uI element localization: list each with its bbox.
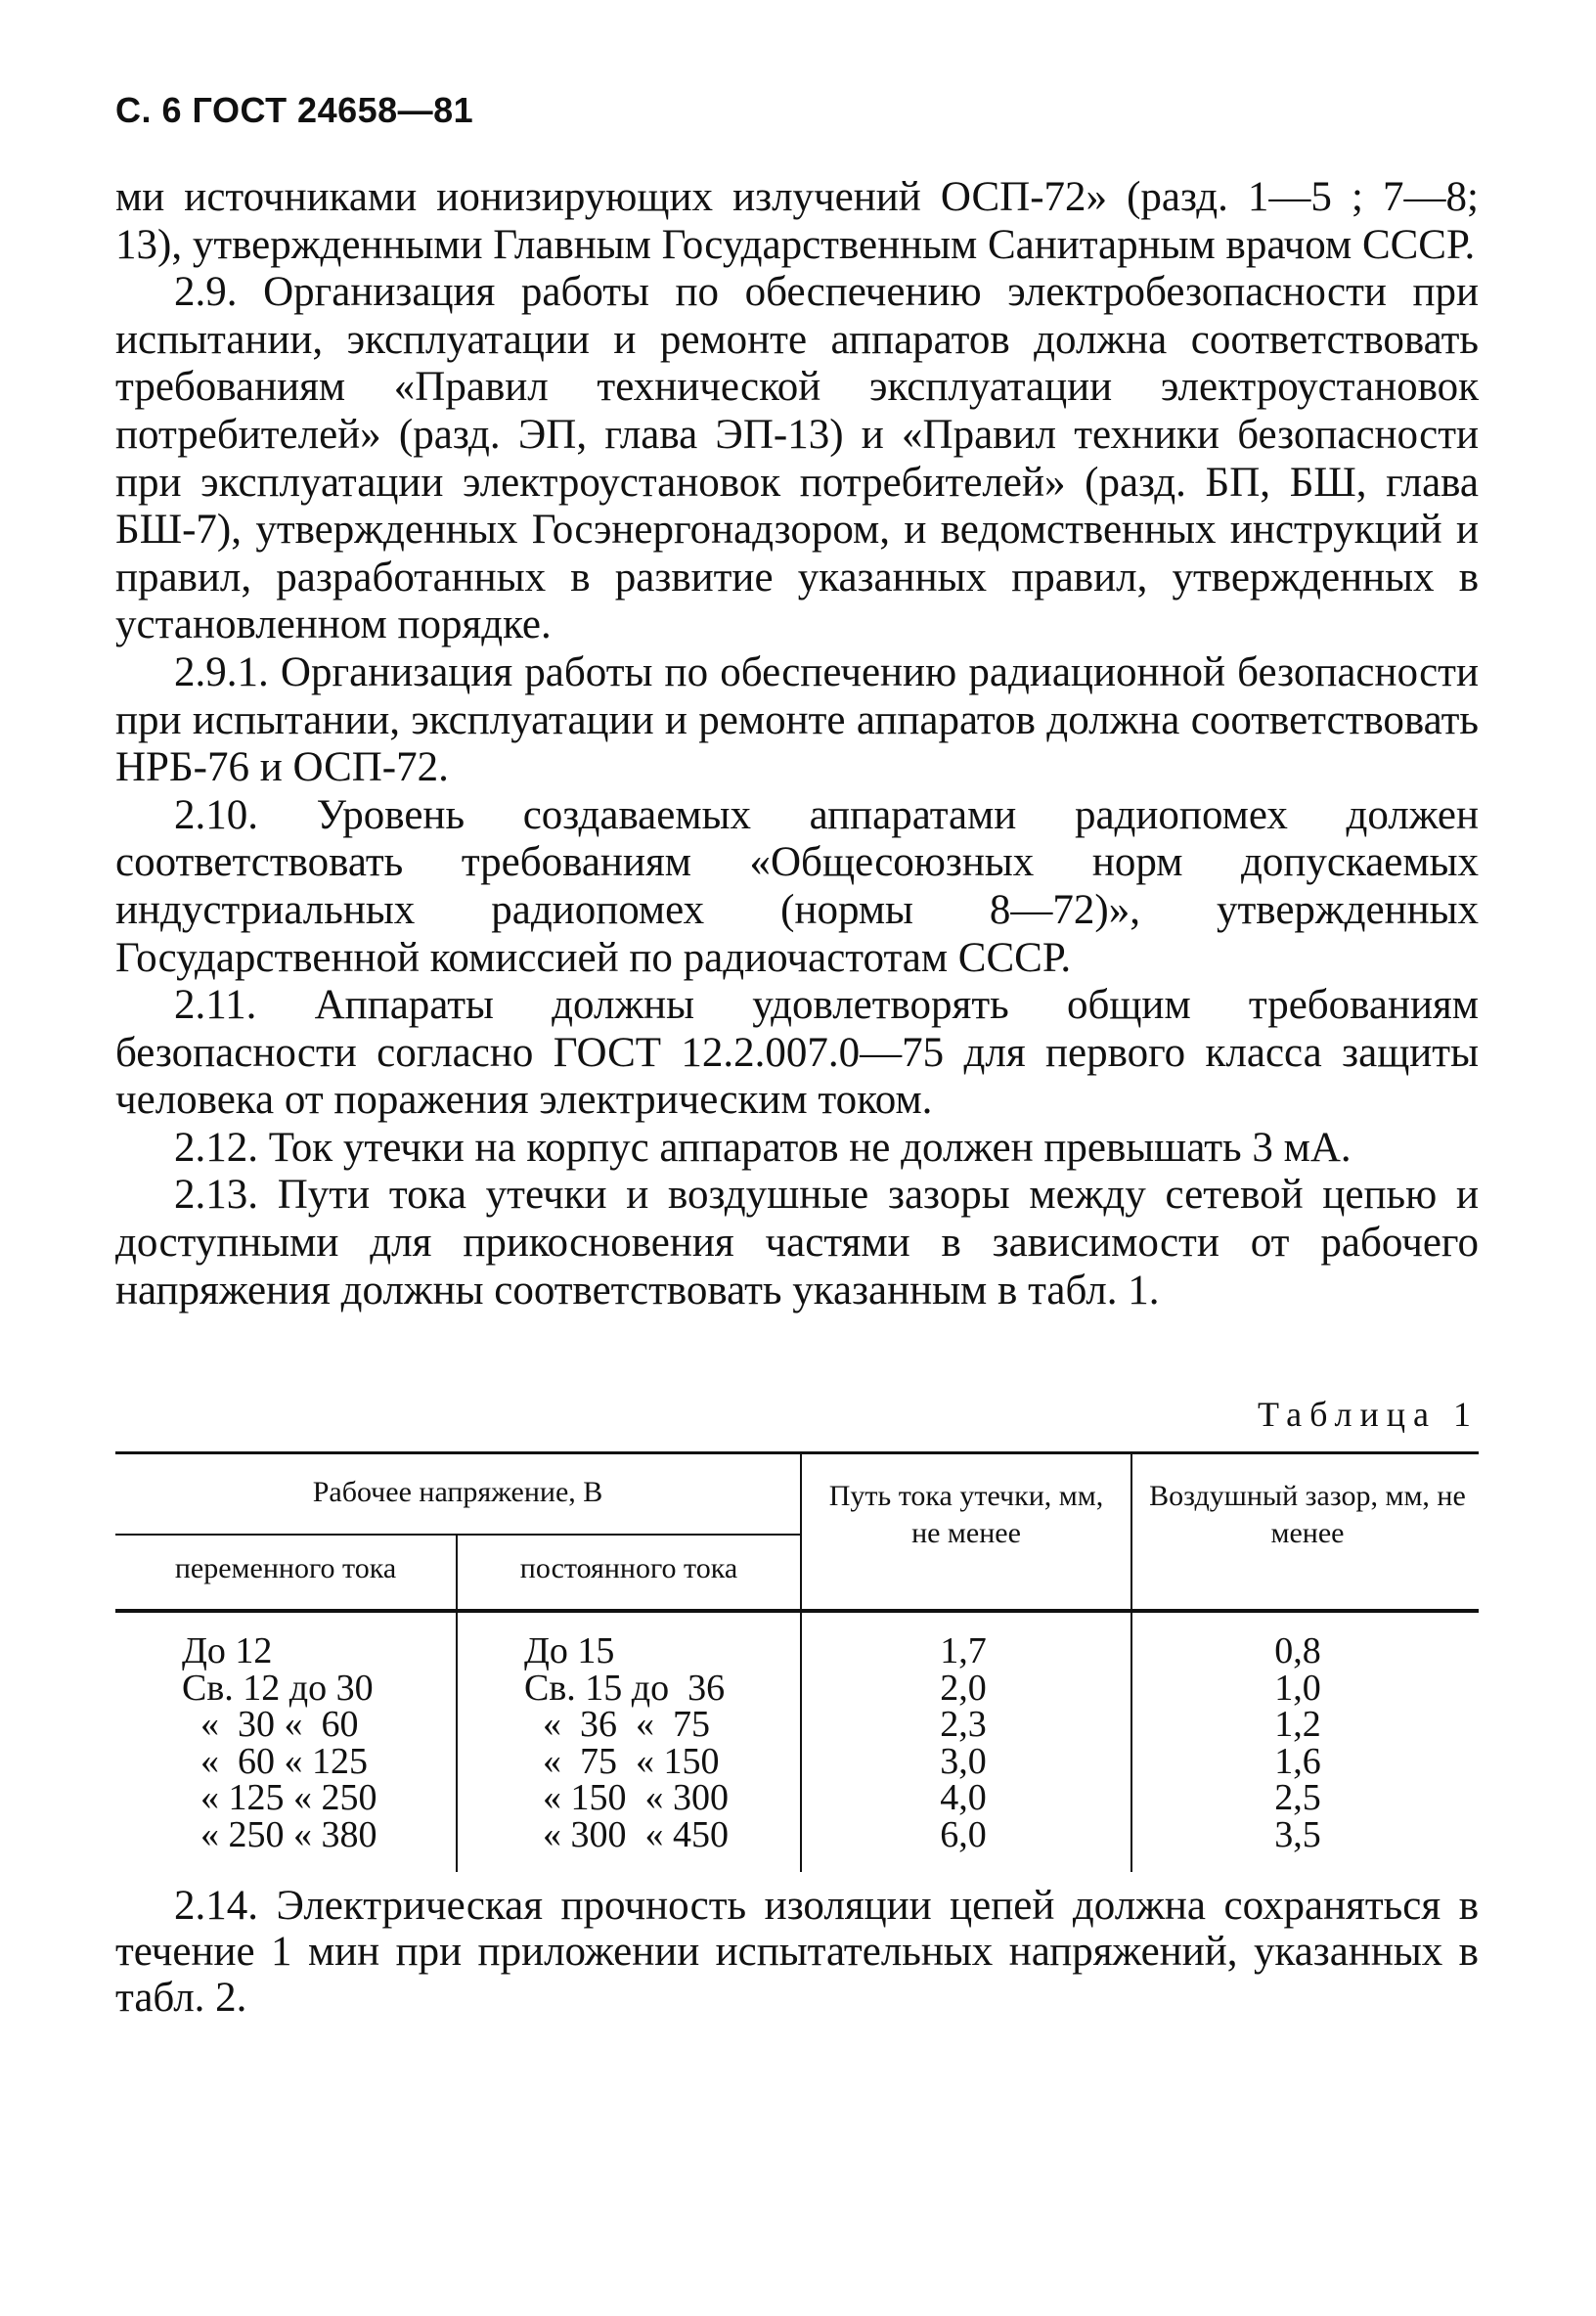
table-cell-gap: 2,5 xyxy=(1274,1777,1321,1818)
table-top-rule xyxy=(115,1451,1479,1454)
table-cell-ac: « 125 « 250 xyxy=(182,1777,377,1818)
column-ac xyxy=(182,1630,377,1855)
column-dc xyxy=(524,1630,729,1855)
table-cell-leakage: 6,0 xyxy=(940,1813,987,1855)
table-cell-ac: « 250 « 380 xyxy=(182,1813,377,1855)
table-cell-leakage: 2,0 xyxy=(940,1667,987,1709)
table-cell-ac: « 30 « 60 xyxy=(182,1704,359,1745)
table-cell-ac: Св. 12 до 30 xyxy=(182,1667,374,1709)
table-cell-dc: Св. 15 до 36 xyxy=(524,1667,726,1709)
paragraph-2-11: 2.11. Аппараты должны удовлетворять общим требованиям безопасности согласно ГОСТ 12.2.007.0—75 для первого класса защиты человека от поражения электрическим током. xyxy=(115,982,1479,1124)
header-air-gap: Воздушный зазор, мм, не менее xyxy=(1149,1480,1466,1549)
column-leakage xyxy=(900,1630,1027,1855)
table-cell-leakage: 3,0 xyxy=(940,1740,987,1782)
table-cell-gap: 1,0 xyxy=(1274,1667,1321,1709)
page-header: С. 6 ГОСТ 24658—81 xyxy=(115,90,474,130)
table-cell-dc: « 75 « 150 xyxy=(524,1740,720,1782)
table-cell-dc: « 150 « 300 xyxy=(524,1777,729,1818)
paragraph-2-9: 2.9. Организация работы по обеспечению электробезопасности при испытании, эксплуатации и ремонте аппаратов должна соответствовать требованиям «Правил технической эксплуатации электроустановок потребителей» (разд. ЭП, глава ЭП-13) и «Правил техники безопасности при эксплуатации электроустановок потребителей» (разд. БП, БШ, глава БШ-7), утвержденных Госэнергонадзором, и ведомственных инструкций и правил, разработанных в развитие указанных правил, утвержденных в установленном порядке. xyxy=(115,269,1479,648)
paragraph-2-10: 2.10. Уровень создаваемых аппаратами радиопомех должен соответствовать требованиям «Общесоюзных норм допускаемых индустриальных радиопомех (нормы 8—72)», утвержденных Государственной комиссией по радиочастотам СССР. xyxy=(115,791,1479,981)
table-cell-dc: До 15 xyxy=(524,1630,615,1671)
paragraph-2-12: 2.12. Ток утечки на корпус аппаратов не должен превышать 3 мА. xyxy=(174,1124,1352,1171)
table-cell-gap: 3,5 xyxy=(1274,1813,1321,1855)
paragraph-2-9-1: 2.9.1. Организация работы по обеспечению радиационной безопасности при испытании, эксплуатации и ремонте аппаратов должна соответствовать НРБ-76 и ОСП-72. xyxy=(115,648,1479,791)
table-cell-leakage: 1,7 xyxy=(940,1630,987,1671)
table-cell-dc: « 300 « 450 xyxy=(524,1813,729,1855)
header-working-voltage: Рабочее напряжение, В xyxy=(312,1476,603,1508)
paragraph-continuation: ми источниками ионизирующих излучений ОСП-72» (разд. 1—5 ; 7—8; 13), утвержденными Главным Государственным Санитарным врачом СССР. xyxy=(115,174,1479,268)
header-ac: переменного тока xyxy=(174,1552,397,1584)
header-col-divider-3 xyxy=(1130,1451,1132,1609)
header-dc: постоянного тока xyxy=(519,1552,738,1584)
column-gap xyxy=(1234,1630,1361,1855)
table-cell-gap: 1,2 xyxy=(1274,1704,1321,1745)
header-sub-rule xyxy=(115,1534,800,1536)
header-col-divider-2 xyxy=(800,1451,802,1609)
table-cell-leakage: 2,3 xyxy=(940,1704,987,1745)
table-cell-dc: « 36 « 75 xyxy=(524,1704,710,1745)
body-col-divider-3 xyxy=(1130,1613,1132,1872)
table-cell-ac: До 12 xyxy=(182,1630,273,1671)
header-leakage-path: Путь тока утечки, мм, не менее xyxy=(828,1480,1104,1549)
table-cell-leakage: 4,0 xyxy=(940,1777,987,1818)
closing-text xyxy=(115,1883,1479,2021)
body-col-divider-1 xyxy=(456,1613,458,1872)
header-bottom-rule xyxy=(115,1609,1479,1613)
table-cell-gap: 0,8 xyxy=(1274,1630,1321,1671)
paragraph-2-13: 2.13. Пути тока утечки и воздушные зазоры между сетевой цепью и доступными для прикосновения частями в зависимости от рабочего напряжения должны соответствовать указанным в табл. 1. xyxy=(115,1172,1479,1314)
body-text xyxy=(115,174,1479,1314)
table-caption: Таблица 1 xyxy=(1258,1395,1479,1434)
paragraph-2-14: 2.14. Электрическая прочность изоляции цепей должна сохраняться в течение 1 мин при приложении испытательных напряжений, указанных в табл. 2. xyxy=(115,1883,1479,2021)
table-cell-gap: 1,6 xyxy=(1274,1740,1321,1782)
body-col-divider-2 xyxy=(800,1613,802,1872)
table-cell-ac: « 60 « 125 xyxy=(182,1740,368,1782)
